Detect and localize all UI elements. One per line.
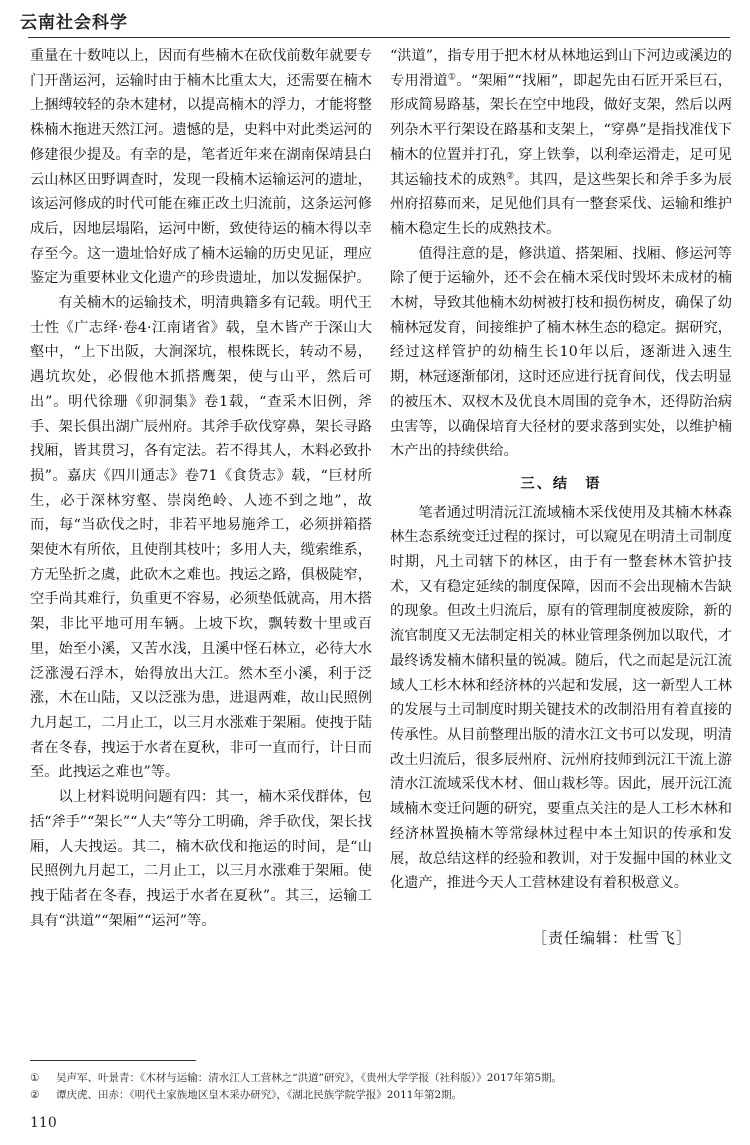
footnote-ref[interactable]: ①: [447, 71, 457, 82]
left-column: [30, 44, 372, 933]
paragraph-text: 。其四，是这些架长和斧手多为辰州府招募而来，足见他们具有一整套采伐、运输和维护楠木稳定生长的成熟技术。: [390, 171, 732, 237]
footnote-item: [30, 1087, 730, 1104]
footnotes: [30, 1070, 730, 1104]
footnote-mark: ①: [30, 1072, 40, 1084]
right-column: [390, 44, 732, 951]
paragraph: 重量在十数吨以上，因而有些楠木在砍伐前数年就要专门开凿运河，运输时由于楠木比重太大，还需要在楠木上捆缚较轻的杂木建材，以提高楠木的浮力，才能将整株楠木拖进天然江河。遗憾的是，史料中对此类运河的修建很少提及。有幸的是，笔者近年来在湖南保靖县白云山林区田野调查时，发现一段楠木运输运河的遗址，该运河修成的时代可能在雍正改土归流前，这条运河修成后，因地层塌陷，运河中断，致使待运的楠木得以幸存至今。这一遗址恰好成了楠木运输的历史见证，理应鉴定为重要林业文化遗产的珍贵遗址，加以发掘保护。: [30, 48, 372, 287]
paragraph: 以上材料说明问题有四：其一，楠木采伐群体，包括“斧手”“架长”“人夫”等分工明确，斧手砍伐，架长找厢，人夫拽运。其二，楠木砍伐和拖运的时间，是“山民照例九月起工，二月止工，以三月水涨难于架厢。使拽于陆者在冬春，拽运于水者在夏秋”。其三，运输工具有“洪道”“架厢”“运河”等。: [30, 789, 372, 929]
paragraph: 笔者通过明清沅江流域楠木采伐使用及其楠木林森林生态系统变迁过程的探讨，可以窥见在明清土司制度时期，凡土司辖下的林区，由于有一整套林木管护技术，又有稳定延续的制度保障，因而不会出现楠木告缺的现象。但改土归流后，原有的管理制度被废除，新的流官制度又无法制定相关的林业管理条例加以取代，才最终诱发楠木储积量的锐减。随后，代之而起是沅江流域人工杉木林和经济林的兴起和发展，这一新型人工林的发展与土司制度时期关键技术的改制沿用有着直接的传承性。从目前整理出版的清水江文书可以发现，明清改土归流后，很多辰州府、沅州府技师到沅江干流上游清水江流域采伐木材、佃山栽杉等。因此，展开沅江流域楠木变迁问题的研究，要重点关注的是人工杉木林和经济林置换楠木等常绿林过程中本土知识的传承和发展，故总结这样的经验和教训，对于发掘中国的林业文化遗产，推进今天人工营林建设有着积极意义。: [390, 504, 732, 892]
editor-credit: ［责任编辑：杜雪飞］: [531, 928, 692, 947]
header-divider: [28, 37, 730, 38]
footnote-item: [30, 1070, 730, 1087]
footnote-mark: ②: [30, 1089, 40, 1101]
page-number: 110: [30, 1115, 57, 1131]
paragraph: 有关楠木的运输技术，明清典籍多有记载。明代王士性《广志绎·卷4·江南诸省》载，皇木皆产于深山大壑中，“上下出阪，大涧深坑，根株既长，转动不易，遇坑坎处，必假他木抓搭鹰架，使与山平，然后可出”。明代徐珊《卯洞集》卷1载，“查采木旧例，斧手、架长俱出湖广辰州府。其斧手砍伐穿鼻，架长寻路找厢，皆其贯习，各有定法。若不得其人，木料必致扑损”。嘉庆《四川通志》卷71《食货志》载，“巨材所生，必于深林穷壑、崇岗绝岭、人迹不到之地”，故而，每“当砍伐之时，非若平地易施斧工，必须拼箱搭架使木有所依，且使削其枝叶；多用人夫，缆索维系，方无坠折之虞，此砍木之难也。拽运之路，俱极陡窄，空手尚其难行，负重更不容易，必须垫低就高，用木搭架，非比平地可用车辆。上坡下坎，飘转数十里或百里，始至小溪，又苦水浅，且溪中怪石林立，必待大水泛涨漫石浮木，始得放出大江。然木至小溪，利于泛涨，木在山陆，又以泛涨为患，进退两难，故山民照例九月起工，二月止工，以三月水涨难于架厢。使拽于陆者在冬春，拽运于水者在夏秋，非可一直而行，计日而至。此拽运之难也”等。: [30, 295, 372, 781]
footnote-text: 谭庆虎、田赤：《明代土家族地区皇木采办研究》，《湖北民族学院学报》2011年第2期。: [56, 1089, 463, 1101]
footnote-divider: [30, 1060, 196, 1061]
section-heading: 三、结 语: [520, 475, 602, 492]
paragraph: [390, 44, 732, 242]
footnote-ref[interactable]: ②: [506, 170, 515, 181]
journal-logo: 云南社会科学: [20, 13, 128, 33]
paragraph-text: “洪道”，指专用于把木材从林地运到山下河边或溪边的专用滑道: [390, 48, 732, 89]
paragraph-text: 。“架厢”“找厢”，即起先由石匠开采巨石，形成简易路基，架长在空中地段，做好支架，然后以两列杂木平行架设在路基和支架上，“穿鼻”是指找准伐下楠木的位置并打孔，穿上铁拳，以利牵运滑走，足可见其运输技术的成熟: [390, 72, 732, 188]
footnote-text: 吴声军、叶景青：《木材与运输：清水江人工营林之“洪道”研究》，《贵州大学学报（社科版）》2017年第5期。: [56, 1072, 563, 1084]
paragraph: 值得注意的是，修洪道、搭架厢、找厢、修运河等除了便于运输外，还不会在楠木采伐时毁坏未成材的楠木树，导致其他楠木幼树被打枝和损伤树皮，确保了幼楠林冠发育，间接维护了楠木林生态的稳定。据研究，经过这样管护的幼楠生长10年以后，逐渐进入速生期，林冠逐渐郁闭，这时还应进行抚育间伐，伐去明显的被压木、双杈木及优良木周围的竞争木，还得防治病虫害等，以确保培育大径材的要求落到实处，以维护楠木产出的持续供给。: [390, 245, 732, 460]
